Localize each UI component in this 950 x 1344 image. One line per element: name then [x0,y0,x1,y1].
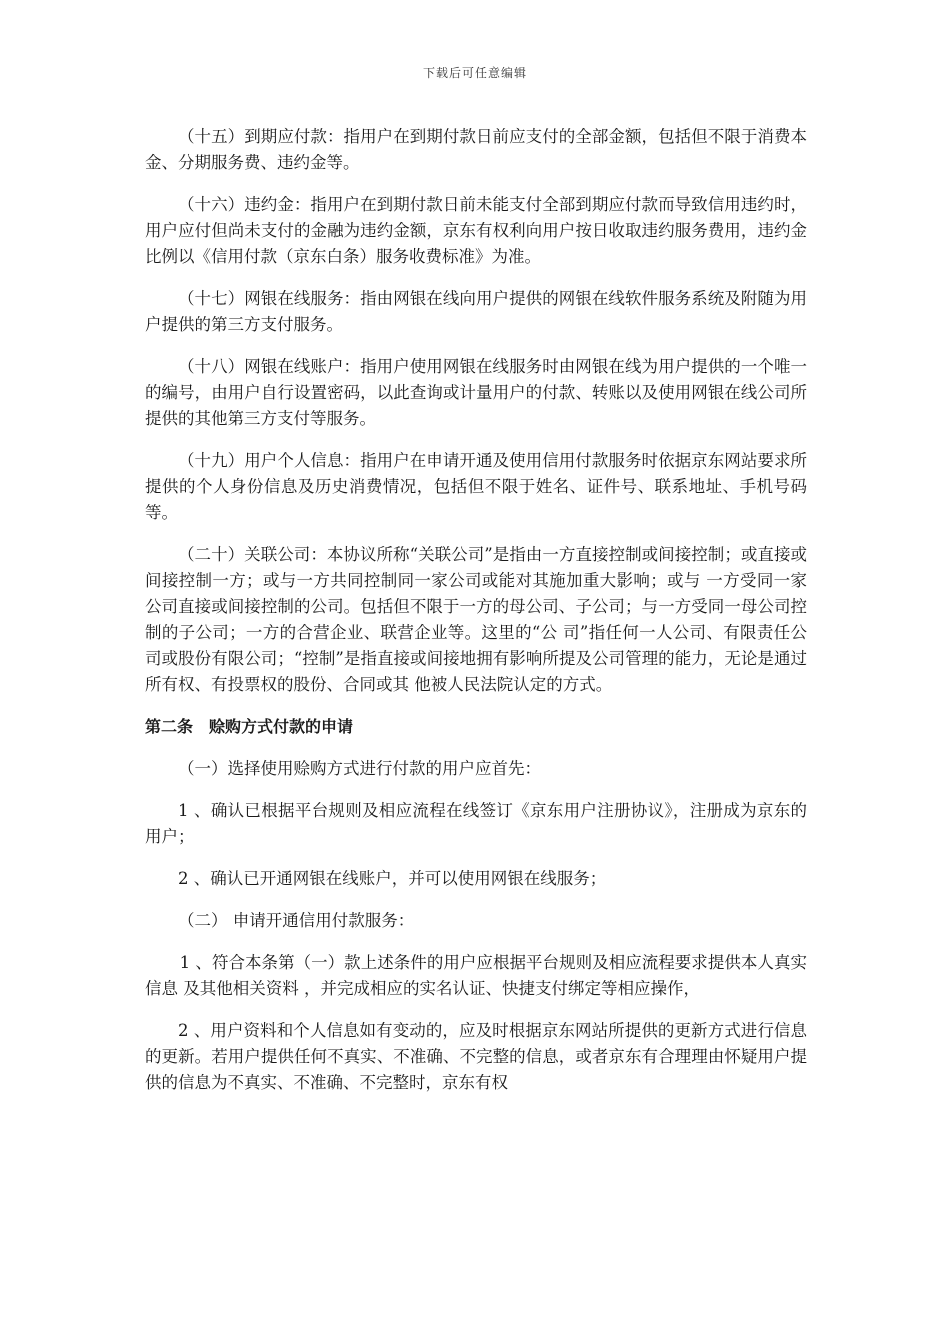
section-paragraph-5: 1 、符合本条第（一）款上述条件的用户应根据平台规则及相应流程要求提供本人真实信息 及其他相关资料 ，并完成相应的实名认证、快捷支付绑定等相应操作， [145,953,807,998]
section-paragraph-1: （一）选择使用赊购方式进行付款的用户应首先： [178,759,541,778]
section-paragraph-6: 2 、用户资料和个人信息如有变动的，应及时根据京东网站所提供的更新方式进行信息的更新。若用户提供任何不真实、不准确、不完整的信息，或者京东有合理理由怀疑用户提供的信息为不真实、不准确、不完整时，京东有权 [145,1021,807,1092]
document-body [145,124,807,1112]
definition-paragraph-17: （十七）网银在线服务：指由网银在线向用户提供的网银在线软件服务系统及附随为用户提供的第三方支付服务。 [145,289,807,334]
definition-paragraph-18: （十八）网银在线账户：指用户使用网银在线服务时由网银在线为用户提供的一个唯一的编号，由用户自行设置密码，以此查询或计量用户的付款、转账以及使用网银在线公司所提供的其他第三方支付等服务。 [145,357,807,428]
definition-paragraph-15: （十五）到期应付款：指用户在到期付款日前应支付的全部金额，包括但不限于消费本金、分期服务费、违约金等。 [145,127,807,172]
definition-paragraph-19: （十九）用户个人信息：指用户在申请开通及使用信用付款服务时依据京东网站要求所提供的个人身份信息及历史消费情况，包括但不限于姓名、证件号、联系地址、手机号码等。 [145,451,807,522]
definition-paragraph-20: （二十）关联公司：本协议所称“关联公司”是指由一方直接控制或间接控制；或直接或间接控制一方；或与一方共同控制同一家公司或能对其施加重大影响；或与 一方受同一家公司直接或间接控制的公司。包括但不限于一方的母公司、子公司；与一方受同一母公司控制的子公司；一方的合营企业、联营企业等。这里的“公 司”指任何一人公司、有限责任公司或股份有限公司；“控制”是指直接或间接地拥有影响所提及公司管理的能力，无论是通过所有权、有投票权的股份、合同或其 他被人民法院认定的方式。 [145,545,807,694]
section-paragraph-2: 1 、确认已根据平台规则及相应流程在线签订《京东用户注册协议》，注册成为京东的用户； [145,801,807,846]
page-header: 下载后可任意编辑 [422,66,527,80]
section-heading: 第二条 赊购方式付款的申请 [145,717,354,736]
section-paragraph-4: （二） 申请开通信用付款服务： [178,911,415,930]
definition-paragraph-16: （十六）违约金：指用户在到期付款日前未能支付全部到期应付款而导致信用违约时，用户应付但尚未支付的金融为违约金额，京东有权利向用户按日收取违约服务费用，违约金比例以《信用付款（京东白条）服务收费标准》为准。 [145,195,807,266]
section-paragraph-3: 2 、确认已开通网银在线账户，并可以使用网银在线服务； [178,869,607,888]
